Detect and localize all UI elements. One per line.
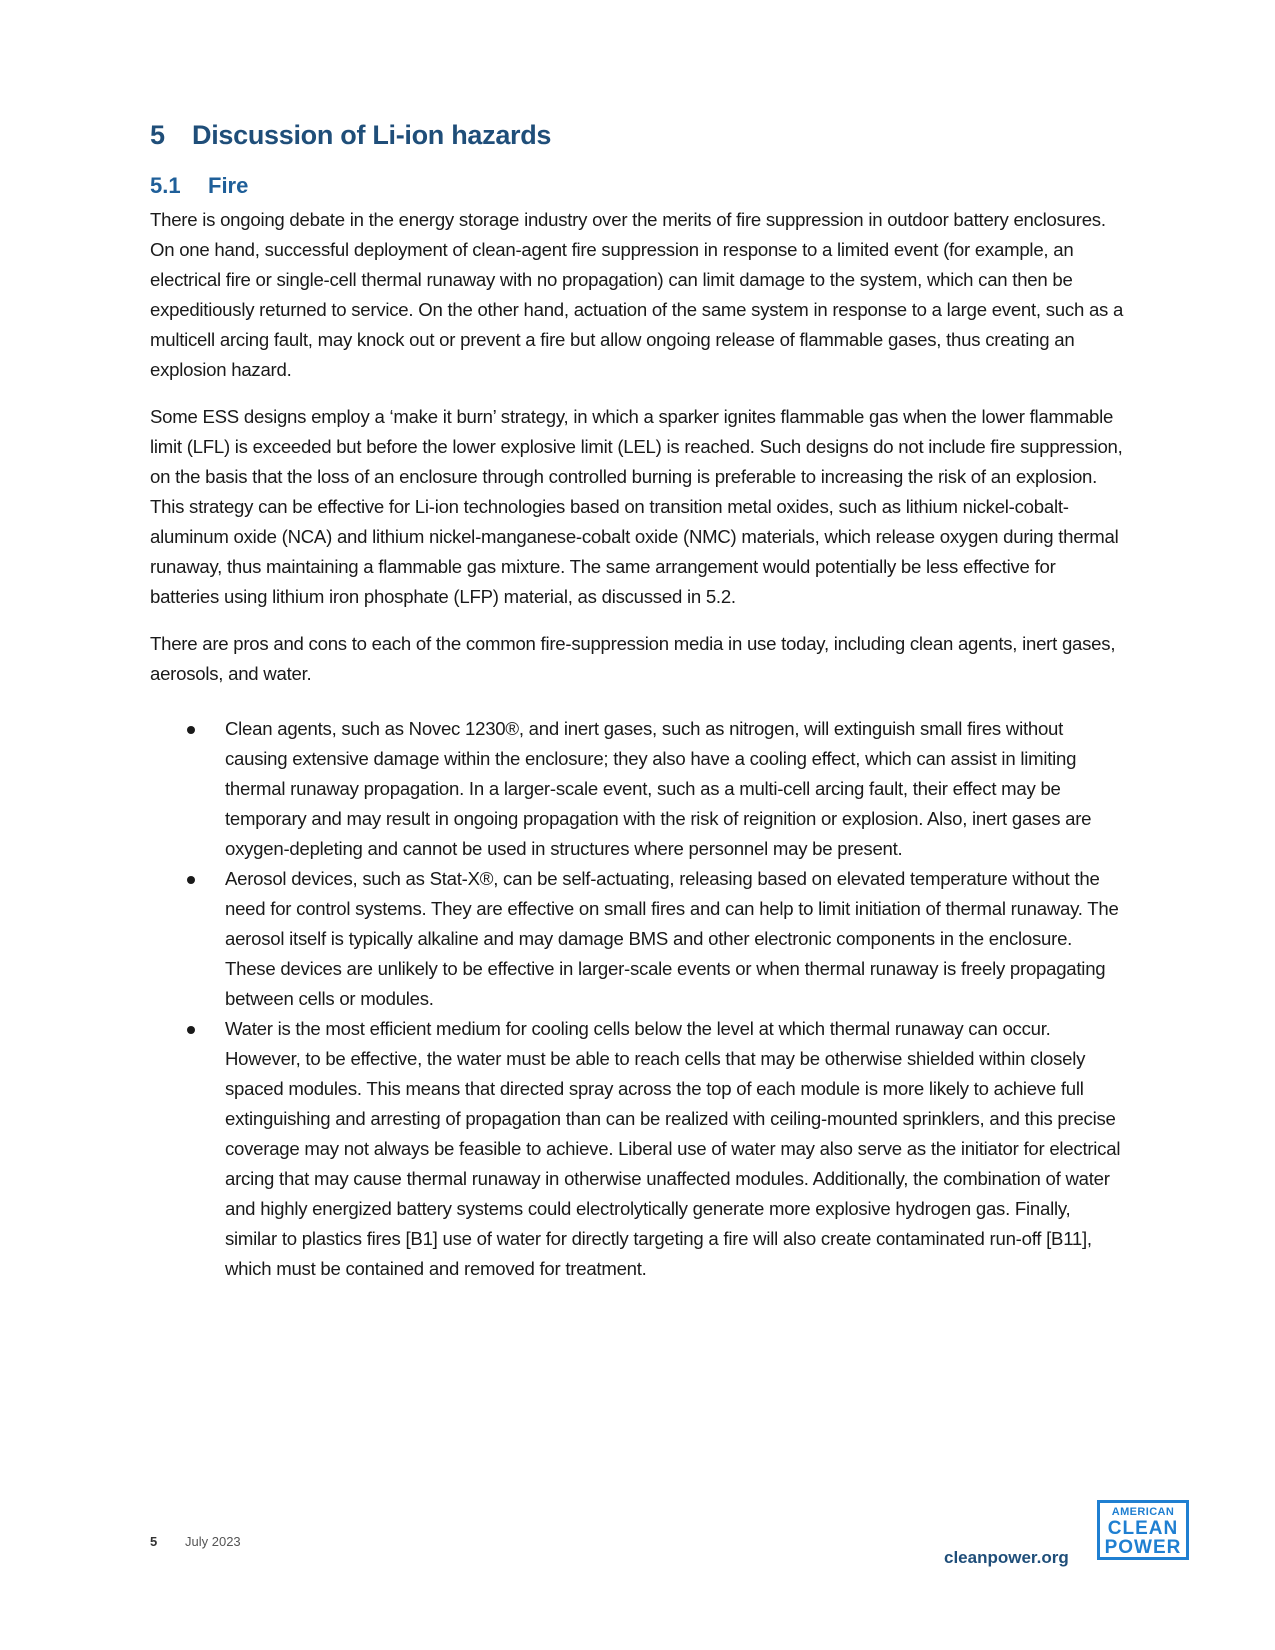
list-item-text: Water is the most efficient medium for cooling cells below the level at which thermal runaway can occur. However, to be effective, the water must be able to reach cells that may be otherwise shielded within closely spaced modules. This means that directed spray across the top of each module is more likely to achieve full extinguishing and arresting of propagation than can be realized with ceiling-mounted sprinklers, and this precise coverage may not always be feasible to achieve. Liberal use of water may also serve as the initiator for electrical arcing that may cause thermal runaway in otherwise unaffected modules. Additionally, the combination of water and highly energized battery systems could electrolytically generate more explosive hydrogen gas. Finally, similar to plastics fires [B1] use of water for directly targeting a fire will also create contaminated run-off [B11], which must be contained and removed for treatment.	[225, 1018, 1121, 1279]
bullet-icon	[187, 876, 195, 884]
list-item	[150, 714, 1125, 864]
logo-line: CLEAN	[1107, 1518, 1179, 1539]
paragraph: Some ESS designs employ a ‘make it burn’ strategy, in which a sparker ignites flammable gas when the lower flammable limit (LFL) is exceeded but before the lower explosive limit (LEL) is reached. Such designs do not include fire suppression, on the basis that the loss of an enclosure through controlled burning is preferable to increasing the risk of an explosion. This strategy can be effective for Li-ion technologies based on transition metal oxides, such as lithium nickel-cobalt-aluminum oxide (NCA) and lithium nickel-manganese-cobalt oxide (NMC) materials, which release oxygen during thermal runaway, thus maintaining a flammable gas mixture. The same arrangement would potentially be less effective for batteries using lithium iron phosphate (LFP) material, as discussed in 5.2.	[150, 406, 1123, 607]
footer-website: cleanpower.org	[944, 1548, 1069, 1567]
paragraph: There is ongoing debate in the energy storage industry over the merits of fire suppression in outdoor battery enclosures. On one hand, successful deployment of clean-agent fire suppression in response to a limited event (for example, an electrical fire or single-cell thermal runaway with no propagation) can limit damage to the system, which can then be expeditiously returned to service. On the other hand, actuation of the same system in response to a large event, such as a multicell arcing fault, may knock out or prevent a fire but allow ongoing release of flammable gases, thus creating an explosion hazard.	[150, 209, 1124, 380]
list-item	[150, 1014, 1125, 1284]
section-heading	[150, 120, 551, 151]
subsection-number: 5.1	[150, 173, 181, 198]
footer-date: July 2023	[185, 1534, 241, 1549]
bullet-list	[150, 714, 1125, 1284]
list-item-text: Aerosol devices, such as Stat-X®, can be self-actuating, releasing based on elevated temperature without the need for control systems. They are effective on small fires and can help to limit initiation of thermal runaway. The aerosol itself is typically alkaline and may damage BMS and other electronic components in the enclosure. These devices are unlikely to be effective in larger-scale events or when thermal runaway is freely propagating between cells or modules.	[225, 868, 1119, 1009]
subsection-heading	[150, 173, 248, 199]
paragraph: There are pros and cons to each of the common fire-suppression media in use today, including clean agents, inert gases, aerosols, and water.	[150, 633, 1116, 684]
bullet-icon	[187, 1026, 195, 1034]
american-clean-power-logo	[1097, 1500, 1189, 1560]
bullet-icon	[187, 726, 195, 734]
section-number: 5	[150, 120, 165, 150]
footer-page-number: 5	[150, 1534, 158, 1549]
subsection-title: Fire	[208, 173, 249, 198]
logo-line: POWER	[1104, 1537, 1182, 1558]
list-item	[150, 864, 1125, 1014]
list-item-text: Clean agents, such as Novec 1230®, and inert gases, such as nitrogen, will extinguish small fires without causing extensive damage within the enclosure; they also have a cooling effect, which can assist in limiting thermal runaway propagation. In a larger-scale event, such as a multi-cell arcing fault, their effect may be temporary and may result in ongoing propagation with the risk of reignition or explosion. Also, inert gases are oxygen-depleting and cannot be used in structures where personnel may be present.	[225, 718, 1092, 859]
body-text	[150, 205, 1125, 1284]
section-title: Discussion of Li-ion hazards	[192, 120, 552, 150]
logo-line: AMERICAN	[1111, 1506, 1175, 1518]
